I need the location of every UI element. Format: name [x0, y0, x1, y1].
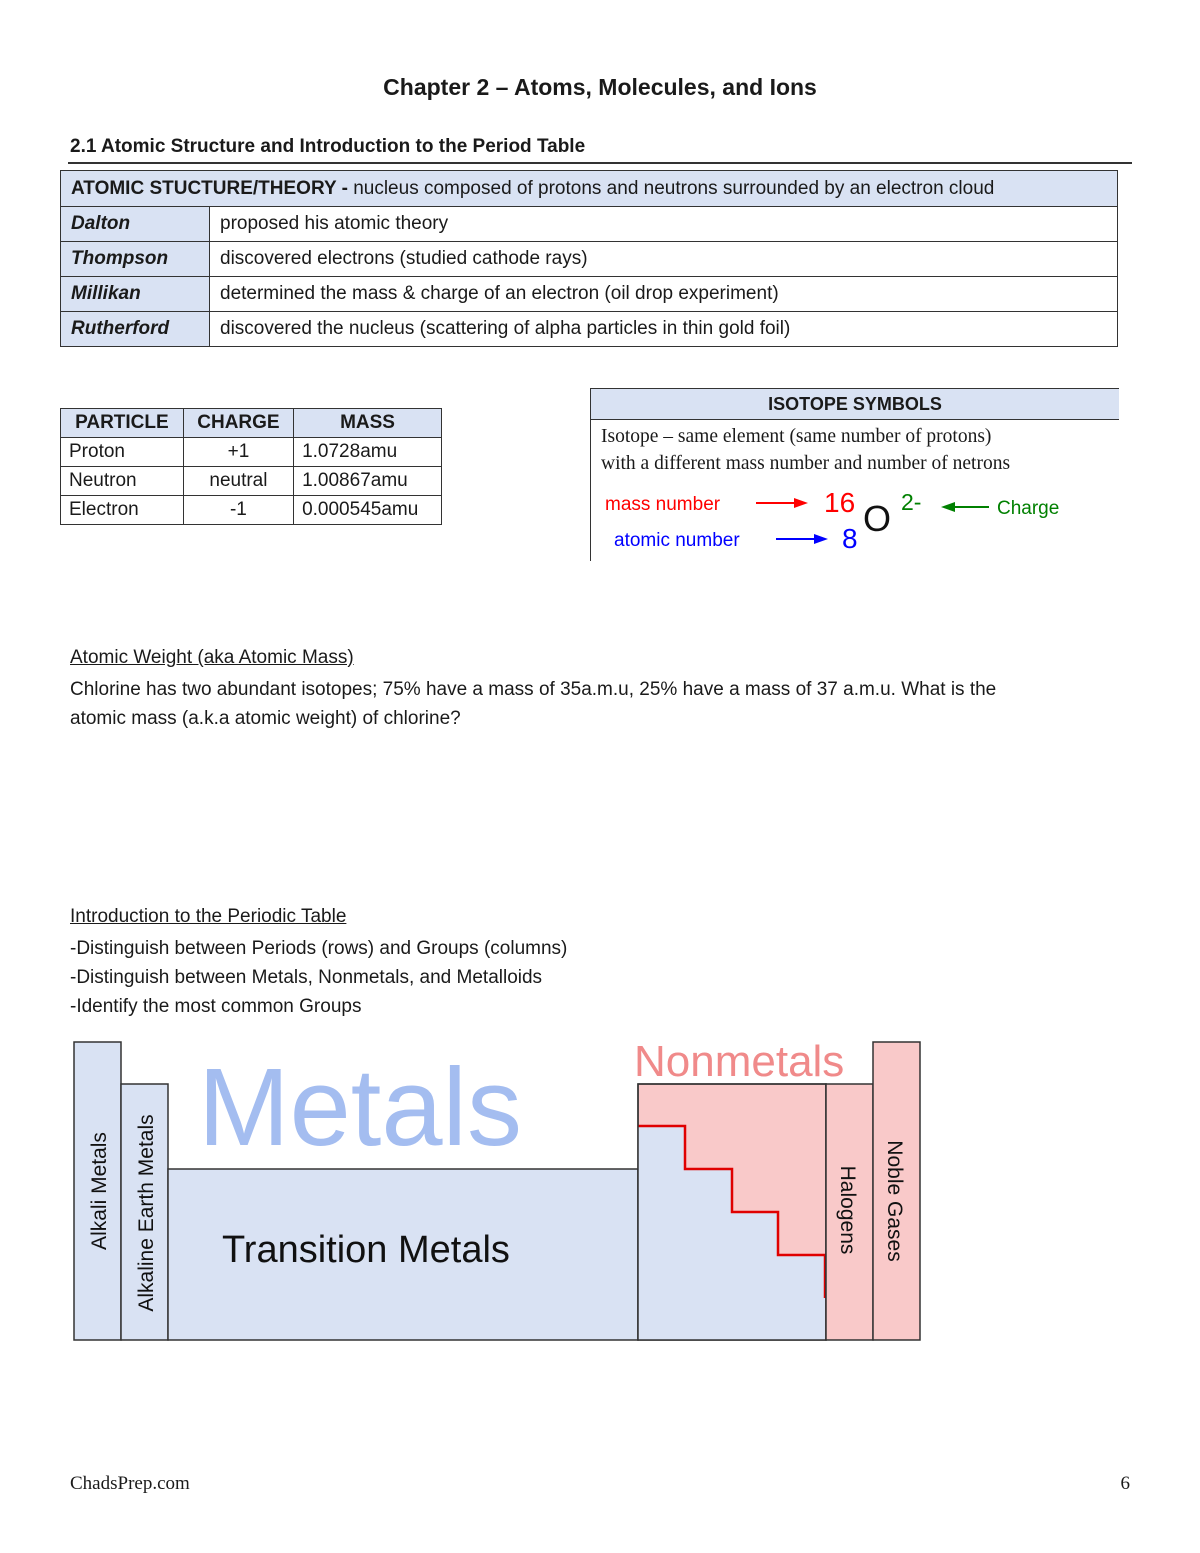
particle-name: Electron — [61, 496, 184, 525]
isotope-definition-line: Isotope – same element (same number of protons) — [601, 426, 992, 447]
scientist-name: Rutherford — [61, 312, 210, 347]
periodic-table-diagram — [0, 1030, 1200, 1350]
atomic-theory-table — [60, 170, 1118, 347]
question-line: Chlorine has two abundant isotopes; 75% have a mass of 35a.m.u, 25% have a mass of 37 a.m.u. What is the — [70, 679, 997, 700]
page-title: Chapter 2 – Atoms, Molecules, and Ions — [383, 74, 817, 100]
bullet-item: -Distinguish between Periods (rows) and Groups (columns) — [70, 938, 568, 959]
atomic-arrow-head — [814, 534, 828, 544]
question-line: atomic mass (a.k.a atomic weight) of chlorine? — [70, 708, 461, 729]
transition-metals-label: Transition Metals — [222, 1229, 510, 1271]
theory-header-text: nucleus composed of protons and neutrons surrounded by an electron cloud — [347, 177, 995, 199]
particle-mass: 1.00867amu — [294, 467, 442, 496]
bullet-item: -Identify the most common Groups — [70, 996, 362, 1017]
particle-charge: neutral — [183, 467, 293, 496]
mass-number: 16 — [824, 487, 856, 518]
atomic-weight-question — [70, 675, 1130, 733]
periodic-intro-bullets — [70, 934, 567, 1021]
section-divider — [68, 162, 1132, 164]
mass-number-label: mass number — [605, 494, 721, 515]
particle-charge: +1 — [183, 438, 293, 467]
footer-site: ChadsPrep.com — [70, 1473, 190, 1494]
ion-charge: 2- — [901, 489, 922, 515]
scientist-name: Thompson — [61, 242, 210, 277]
discovery-description: discovered the nucleus (scattering of alpha particles in thin gold foil) — [210, 312, 1118, 347]
atomic-number: 8 — [842, 523, 858, 554]
isotope-symbols-box — [590, 388, 1119, 561]
alkaline-earth-label: Alkaline Earth Metals — [135, 1114, 158, 1312]
isotope-definition-line: with a different mass number and number of netrons — [601, 453, 1011, 474]
noble-gases-label: Noble Gases — [883, 1140, 906, 1262]
table-header-row — [61, 409, 442, 438]
charge-arrow-head — [941, 502, 955, 512]
particle-name: Proton — [61, 438, 184, 467]
scientist-name: Millikan — [61, 277, 210, 312]
table-row — [61, 438, 442, 467]
bullet-item: -Distinguish between Metals, Nonmetals, and Metalloids — [70, 967, 543, 988]
isotope-definition — [601, 423, 1111, 477]
discovery-description: determined the mass & charge of an electron (oil drop experiment) — [210, 277, 1118, 312]
table-row — [61, 277, 1118, 312]
halogens-label: Halogens — [836, 1165, 859, 1255]
charge-label: Charge — [997, 498, 1060, 519]
alkali-metals-label: Alkali Metals — [88, 1132, 111, 1250]
mass-arrow-head — [794, 498, 808, 508]
table-row — [61, 496, 442, 525]
table-row — [61, 242, 1118, 277]
isotope-notation-diagram — [591, 479, 1119, 561]
column-header-particle: PARTICLE — [61, 409, 184, 438]
particle-charge: -1 — [183, 496, 293, 525]
table-row — [61, 312, 1118, 347]
column-header-charge: CHARGE — [183, 409, 293, 438]
table-row — [61, 207, 1118, 242]
column-header-mass: MASS — [294, 409, 442, 438]
particle-mass: 1.0728amu — [294, 438, 442, 467]
isotope-header: ISOTOPE SYMBOLS — [591, 389, 1119, 420]
scientist-name: Dalton — [61, 207, 210, 242]
discovery-description: discovered electrons (studied cathode rays) — [210, 242, 1118, 277]
theory-header-bold: ATOMIC STUCTURE/THEORY - — [71, 177, 348, 199]
discovery-description: proposed his atomic theory — [210, 207, 1118, 242]
theory-table-header — [61, 171, 1118, 207]
particle-mass: 0.000545amu — [294, 496, 442, 525]
particle-name: Neutron — [61, 467, 184, 496]
page-number: 6 — [1120, 1473, 1130, 1494]
atomic-weight-title: Atomic Weight (aka Atomic Mass) — [70, 647, 354, 668]
atomic-number-label: atomic number — [614, 530, 740, 551]
element-symbol: O — [863, 498, 892, 539]
table-row — [61, 467, 442, 496]
metals-label: Metals — [198, 1046, 522, 1169]
periodic-intro-title: Introduction to the Periodic Table — [70, 906, 347, 927]
particle-table — [60, 408, 442, 525]
nonmetals-label: Nonmetals — [634, 1037, 845, 1086]
section-heading: 2.1 Atomic Structure and Introduction to the Period Table — [70, 136, 586, 157]
